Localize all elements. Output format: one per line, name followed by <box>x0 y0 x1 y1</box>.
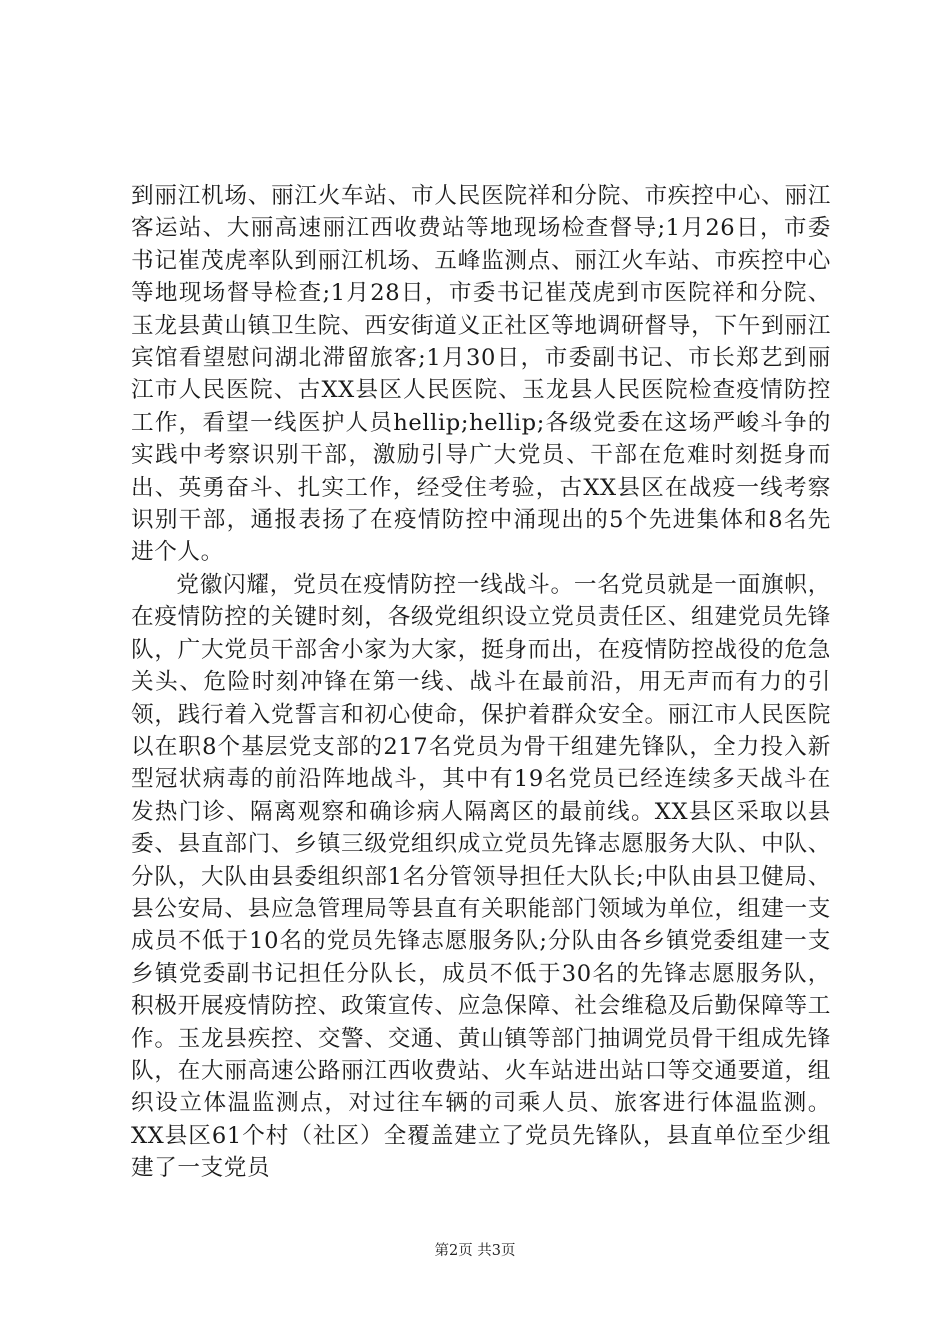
paragraph-1: 到丽江机场、丽江火车站、市人民医院祥和分院、市疾控中心、丽江客运站、大丽高速丽江西收费站等地现场检查督导;1月26日，市委书记崔茂虎率队到丽江机场、五峰监测点、丽江火车站、市疾控中心等地现场督导检查;1月28日，市委书记崔茂虎到市医院祥和分院、玉龙县黄山镇卫生院、西安街道义正社区等地调研督导，下午到丽江宾馆看望慰问湖北滞留旅客;1月30日，市委副书记、市长郑艺到丽江市人民医院、古XX县区人民医院、玉龙县人民医院检查疫情防控工作，看望一线医护人员hellip;hellip;各级党委在这场严峻斗争的实践中考察识别干部，激励引导广大党员、干部在危难时刻挺身而出、英勇奋斗、扎实工作，经受住考验，古XX县区在战疫一线考察识别干部，通报表扬了在疫情防控中涌现出的5个先进集体和8名先进个人。 <box>131 183 831 566</box>
document-body <box>131 180 831 1185</box>
page-footer: 第2页 共3页 <box>434 1243 516 1259</box>
paragraph-2: 党徽闪耀，党员在疫情防控一线战斗。一名党员就是一面旗帜，在疫情防控的关键时刻，各级党组织设立党员责任区、组建党员先锋队，广大党员干部舍小家为大家，挺身而出，在疫情防控战役的危急关头、危险时刻冲锋在第一线、战斗在最前沿，用无声而有力的引领，践行着入党誓言和初心使命，保护着群众安全。丽江市人民医院以在职8个基层党支部的217名党员为骨干组建先锋队，全力投入新型冠状病毒的前沿阵地战斗，其中有19名党员已经连续多天战斗在发热门诊、隔离观察和确诊病人隔离区的最前线。XX县区采取以县委、县直部门、乡镇三级党组织成立党员先锋志愿服务大队、中队、分队，大队由县委组织部1名分管领导担任大队长;中队由县卫健局、县公安局、县应急管理局等县直有关职能部门领域为单位，组建一支成员不低于10名的党员先锋志愿服务队;分队由各乡镇党委组建一支乡镇党委副书记担任分队长，成员不低于30名的先锋志愿服务队，积极开展疫情防控、政策宣传、应急保障、社会维稳及后勤保障等工作。玉龙县疾控、交警、交通、黄山镇等部门抽调党员骨干组成先锋队，在大丽高速公路丽江西收费站、火车站进出站口等交通要道，组织设立体温监测点，对过往车辆的司乘人员、旅客进行体温监测。XX县区61个村（社区）全覆盖建立了党员先锋队，县直单位至少组建了一支党员 <box>131 571 831 1182</box>
